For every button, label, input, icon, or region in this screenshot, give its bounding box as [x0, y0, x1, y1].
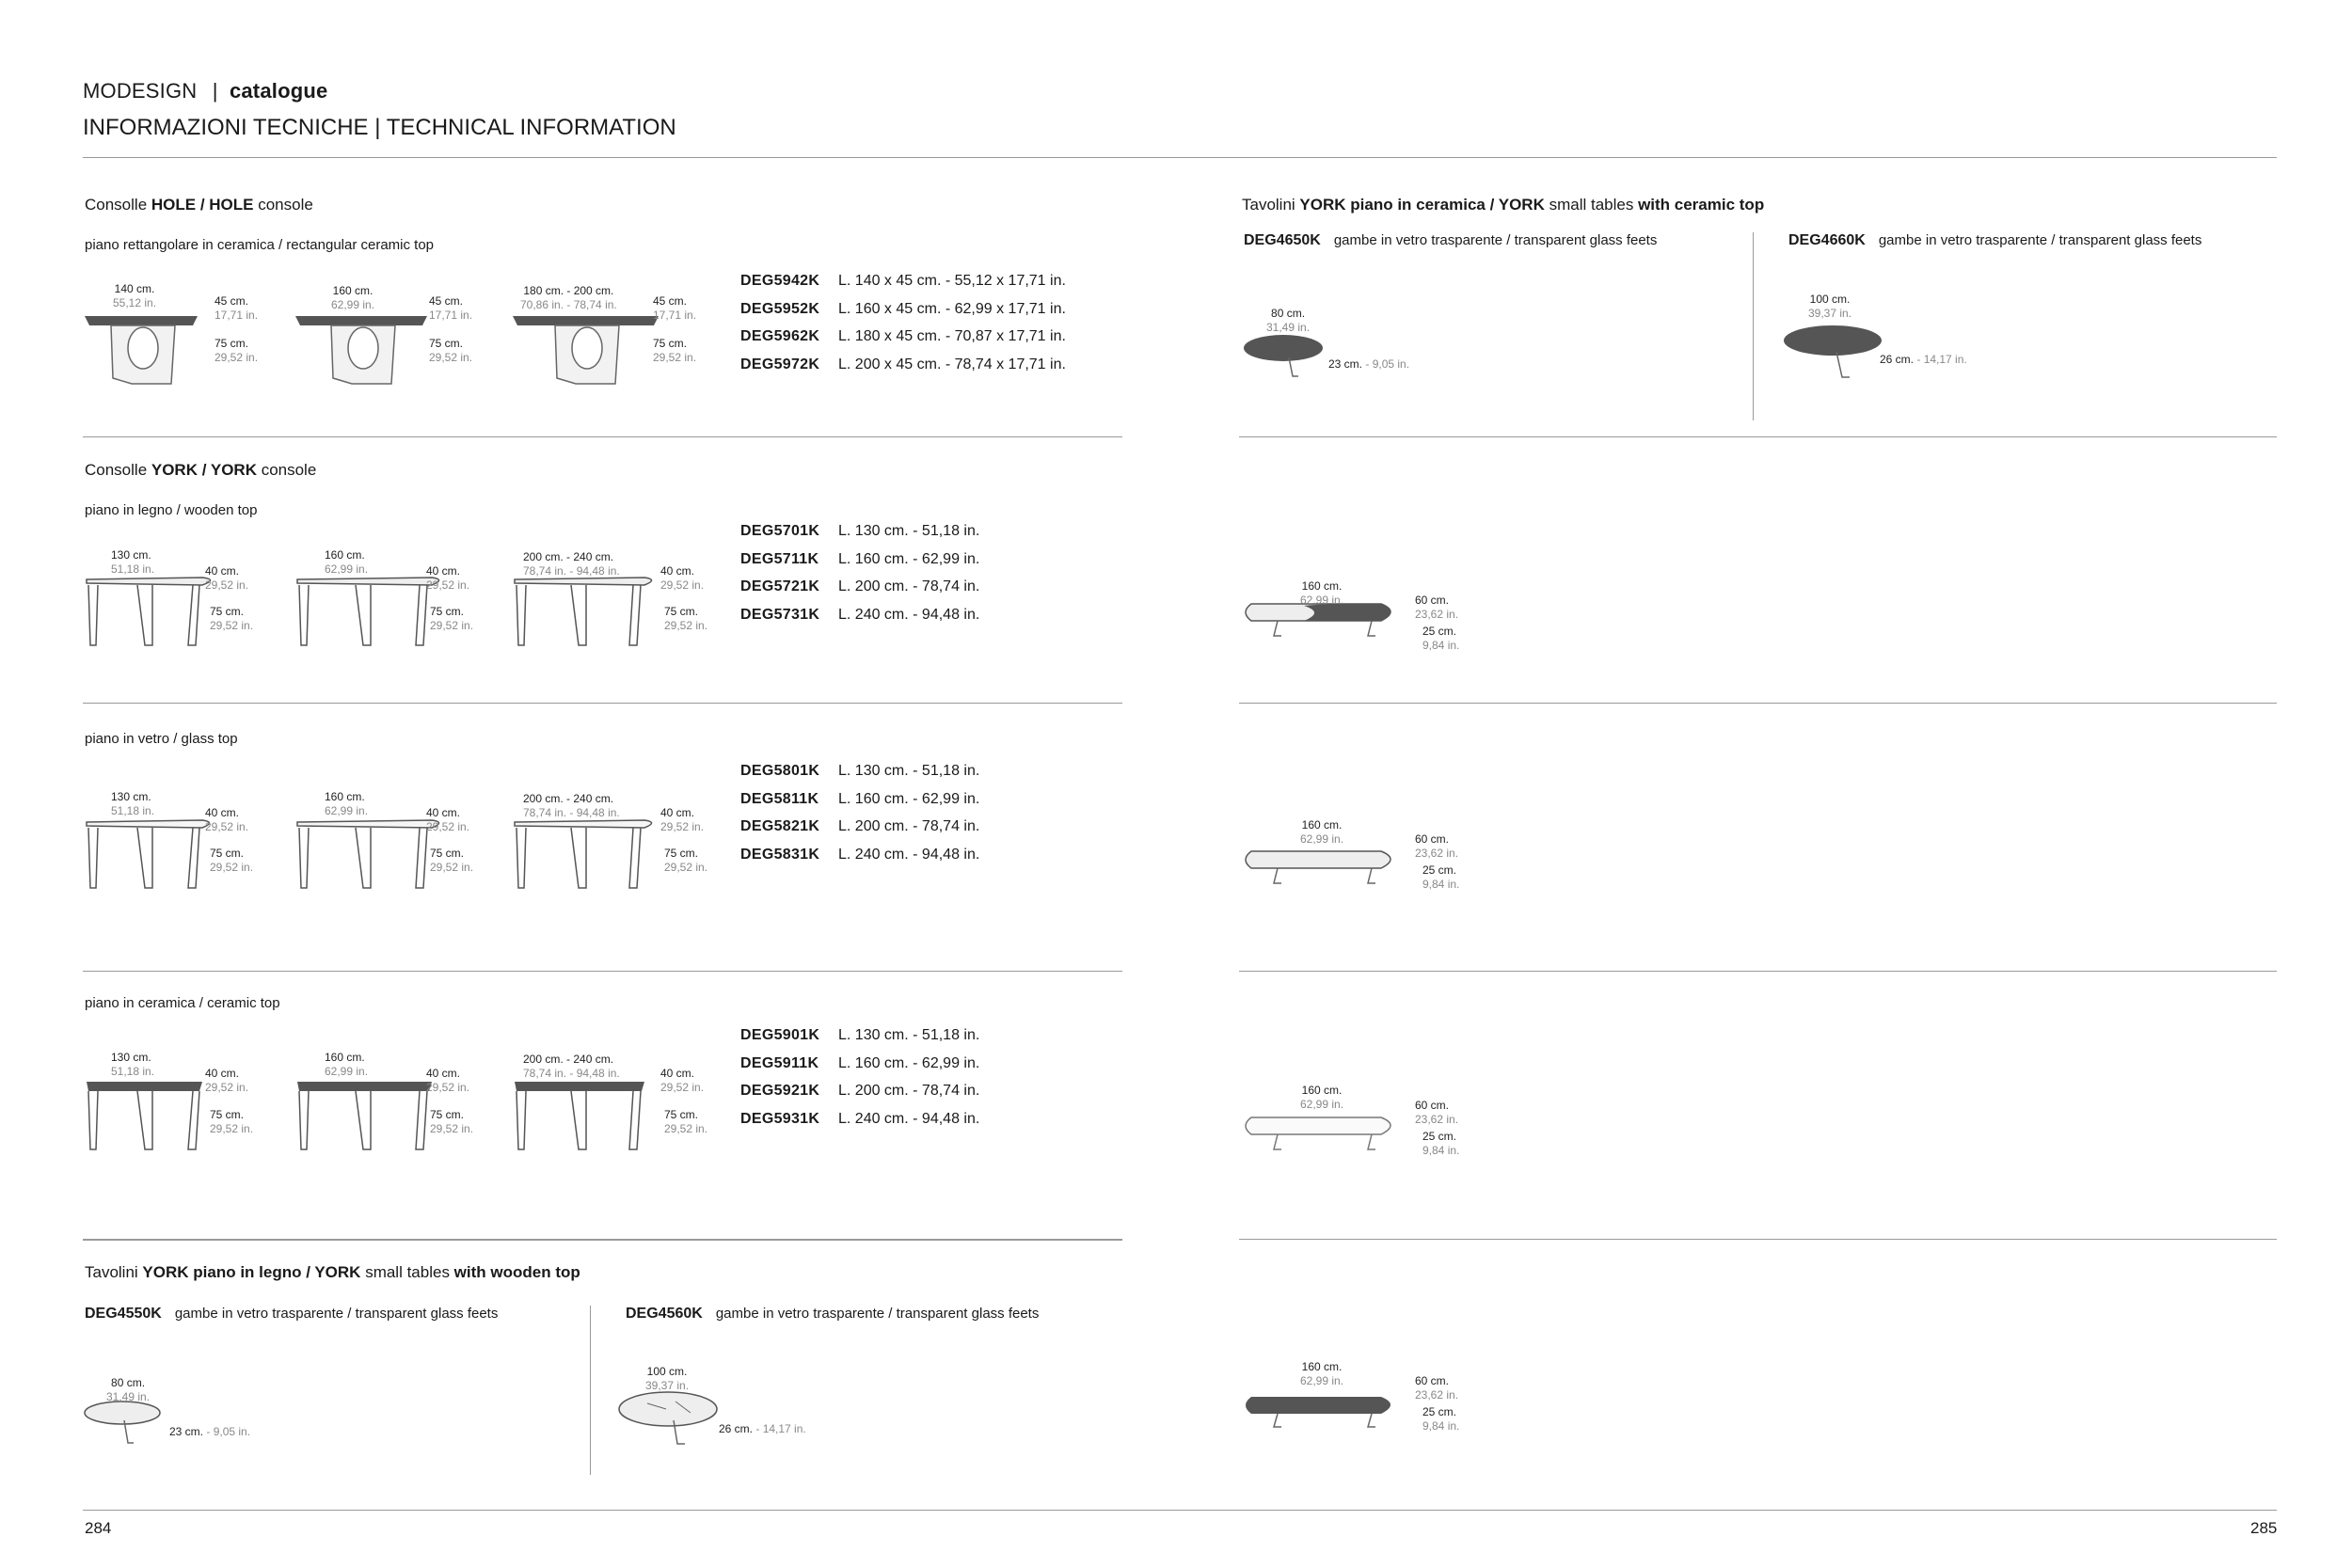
york-wood-dim-d-2: 40 cm. 29,52 in.: [426, 564, 470, 592]
divider: [1239, 703, 2277, 704]
hole-dim-w-1: 140 cm. 55,12 in.: [113, 282, 157, 309]
section-title-york-wood-tables: Tavolini YORK piano in legno / YORK small tables with wooden top: [85, 1263, 580, 1281]
york-wood-table-small-drawing: [85, 1402, 179, 1449]
atuptu-2-code: [1242, 771, 1255, 788]
york-ceramic-dim-w-3: 200 cm. - 240 cm. 78,74 in. - 94,48 in.: [523, 1053, 620, 1080]
title-post: console: [253, 196, 313, 214]
code-row: DEG5901K L. 130 cm. - 51,18 in.: [740, 1027, 980, 1043]
atuptu-4-h: 25 cm. 9,84 in.: [1422, 1405, 1460, 1433]
hole-dim-d-3: 45 cm. 17,71 in.: [653, 294, 697, 322]
hole-drawings: [85, 282, 743, 386]
code-row: DEG5931K L. 240 cm. - 94,48 in.: [740, 1110, 980, 1127]
code-row: DEG5831K L. 240 cm. - 94,48 in.: [740, 846, 980, 863]
code-row: DEG5721K L. 200 cm. - 78,74 in.: [740, 578, 980, 594]
code-row: DEG5962K L. 180 x 45 cm. - 70,87 x 17,71 in.: [740, 328, 1066, 344]
divider: [83, 971, 1122, 972]
hole-dim-d-1: 45 cm. 17,71 in.: [215, 294, 259, 322]
york-ceramic-dim-h-3: 75 cm. 29,52 in.: [664, 1108, 708, 1135]
section-title-york-ceramic-tables: Tavolini YORK piano in ceramica / YORK small tables with ceramic top: [1242, 196, 1765, 214]
column-divider: [1753, 232, 1754, 420]
york-glass-dim-d-3: 40 cm. 29,52 in.: [660, 806, 705, 833]
york-console-glass-3: [515, 820, 652, 888]
york-glass-dim-h-3: 75 cm. 29,52 in.: [664, 847, 708, 874]
divider: [1239, 971, 2277, 972]
york-glass-dim-h-1: 75 cm. 29,52 in.: [210, 847, 254, 874]
column-divider: [590, 1306, 591, 1475]
york-ceramic-dim-h-2: 75 cm. 29,52 in.: [430, 1108, 474, 1135]
york-wood-dim-w-1: 130 cm. 51,18 in.: [111, 548, 155, 576]
york-wood-subtitle: piano in legno / wooden top: [85, 502, 258, 518]
hole-console-drawing-1: [85, 316, 198, 384]
code-row: DEG5942K L. 140 x 45 cm. - 55,12 x 17,71 in.: [740, 273, 1066, 289]
code-row: DEG5921K L. 200 cm. - 78,74 in.: [740, 1083, 980, 1099]
divider: [1239, 436, 2277, 437]
york-glass-drawings: [85, 816, 743, 892]
york-ceramic-table-right-w: 100 cm. 39,37 in.: [1808, 293, 1852, 320]
york-ceramic-subtitle: piano in ceramica / ceramic top: [85, 995, 280, 1011]
york-glass-code-list: [740, 757, 979, 868]
code-row: DEG5711K L. 160 cm. - 62,99 in.: [740, 550, 980, 567]
atuptu-4-code: [1242, 1306, 1255, 1323]
page-number-left: 284: [85, 1519, 112, 1537]
atuptu-1-code: [1242, 503, 1255, 520]
code-row: DEG5811K L. 160 cm. - 62,99 in.: [740, 790, 980, 807]
atuptu-2-d: 60 cm. 23,62 in.: [1415, 832, 1459, 860]
hole-console-drawing-2: [295, 316, 427, 384]
york-console-glass-2: [297, 820, 439, 888]
york-wood-dim-d-3: 40 cm. 29,52 in.: [660, 564, 705, 592]
york-ceramic-dim-d-2: 40 cm. 29,52 in.: [426, 1067, 470, 1094]
york-console-ceramic-2: [297, 1082, 432, 1149]
york-glass-dim-d-2: 40 cm. 29,52 in.: [426, 806, 470, 833]
york-wood-table-left-h: 23 cm. - 9,05 in.: [169, 1425, 251, 1438]
atuptu-1-d: 60 cm. 23,62 in.: [1415, 594, 1459, 621]
york-glass-dim-w-3: 200 cm. - 240 cm. 78,74 in. - 94,48 in.: [523, 792, 620, 819]
york-wood-drawings: [85, 574, 743, 649]
divider: [83, 436, 1122, 437]
brand-name: MODESIGN: [83, 79, 198, 103]
york-glass-dim-w-1: 130 cm. 51,18 in.: [111, 790, 155, 817]
footer-divider: [83, 1510, 2277, 1511]
york-ceramic-dim-d-1: 40 cm. 29,52 in.: [205, 1067, 249, 1094]
atuptu-2-w: 160 cm. 62,99 in.: [1300, 818, 1344, 846]
hole-dim-h-3: 75 cm. 29,52 in.: [653, 337, 697, 364]
divider: [83, 703, 1122, 704]
code-row: DEG5952K L. 160 x 45 cm. - 62,99 x 17,71 in.: [740, 300, 1066, 317]
code-row: DEG5801K L. 130 cm. - 51,18 in.: [740, 763, 980, 779]
code-row: DEG5972K L. 200 x 45 cm. - 78,74 x 17,71 in.: [740, 356, 1066, 372]
york-wood-dim-d-1: 40 cm. 29,52 in.: [205, 564, 249, 592]
hole-dim-w-2: 160 cm. 62,99 in.: [331, 284, 375, 311]
york-wood-code-list: [740, 517, 979, 628]
york-ceramic-dim-w-2: 160 cm. 62,99 in.: [325, 1051, 369, 1078]
code-row: DEG5701K L. 130 cm. - 51,18 in.: [740, 523, 980, 539]
code-row: DEG5731K L. 240 cm. - 94,48 in.: [740, 606, 980, 623]
york-console-wood-3: [515, 578, 652, 645]
divider: [1239, 1239, 2277, 1240]
york-wood-table-right-h: 26 cm. - 14,17 in.: [719, 1422, 806, 1435]
york-ceramic-table-small-drawing: [1244, 335, 1338, 382]
hole-code-list: [740, 267, 1066, 378]
york-ceramic-dim-d-3: 40 cm. 29,52 in.: [660, 1067, 705, 1094]
york-wood-dim-h-2: 75 cm. 29,52 in.: [430, 605, 474, 632]
york-ceramic-table-right-code: DEG4660K gambe in vetro trasparente / transparent glass feets: [1788, 232, 2202, 248]
york-ceramic-code-list: [740, 1022, 979, 1132]
york-glass-subtitle: piano in vetro / glass top: [85, 731, 238, 747]
code-row: DEG5821K L. 200 cm. - 78,74 in.: [740, 818, 980, 834]
atuptu-wood-ceramic-drawing: [1240, 602, 1409, 649]
section-title-hole: [85, 196, 313, 214]
divider: [83, 1239, 1122, 1241]
york-wood-table-large-drawing: [619, 1392, 732, 1449]
york-wood-dim-w-3: 200 cm. - 240 cm. 78,74 in. - 94,48 in.: [523, 550, 620, 578]
york-console-ceramic-3: [515, 1082, 644, 1149]
york-wood-table-right-code: DEG4560K gambe in vetro trasparente / transparent glass feets: [626, 1306, 1040, 1322]
page-number-right: 285: [2250, 1519, 2278, 1537]
york-wood-dim-h-3: 75 cm. 29,52 in.: [664, 605, 708, 632]
atuptu-4-w: 160 cm. 62,99 in.: [1300, 1360, 1344, 1387]
page-title: INFORMAZIONI TECNICHE | TECHNICAL INFORMATION: [83, 115, 676, 140]
york-glass-dim-d-1: 40 cm. 29,52 in.: [205, 806, 249, 833]
york-console-glass-1: [87, 820, 210, 888]
york-ceramic-table-left-w: 80 cm. 31,49 in.: [1266, 307, 1311, 334]
atuptu-3-d: 60 cm. 23,62 in.: [1415, 1099, 1459, 1126]
atuptu-3-w: 160 cm. 62,99 in.: [1300, 1084, 1344, 1111]
header-divider: [83, 157, 2277, 158]
atuptu-2-h: 25 cm. 9,84 in.: [1422, 863, 1460, 891]
hole-dim-d-2: 45 cm. 17,71 in.: [429, 294, 473, 322]
york-glass-dim-w-2: 160 cm. 62,99 in.: [325, 790, 369, 817]
york-wood-dim-w-2: 160 cm. 62,99 in.: [325, 548, 369, 576]
atuptu-ceramic-drawing: [1240, 1395, 1409, 1442]
title-bold: HOLE / HOLE: [151, 196, 254, 214]
atuptu-3-code: [1242, 1037, 1255, 1053]
york-ceramic-drawings: [85, 1078, 743, 1153]
york-ceramic-table-left-h: 23 cm. - 9,05 in.: [1328, 357, 1410, 371]
york-console-wood-1: [87, 578, 211, 645]
york-ceramic-dim-h-1: 75 cm. 29,52 in.: [210, 1108, 254, 1135]
catalogue-label: catalogue: [229, 79, 328, 103]
hole-subtitle: piano rettangolare in ceramica / rectangular ceramic top: [85, 237, 435, 253]
header-separator: |: [212, 79, 218, 103]
section-title-york-console: Consolle YORK / YORK console: [85, 461, 317, 479]
atuptu-3-h: 25 cm. 9,84 in.: [1422, 1130, 1460, 1157]
hole-console-drawing-3: [513, 316, 659, 384]
york-ceramic-dim-w-1: 130 cm. 51,18 in.: [111, 1051, 155, 1078]
title-pre: Consolle: [85, 196, 151, 214]
brand-header: [83, 79, 327, 103]
york-glass-dim-h-2: 75 cm. 29,52 in.: [430, 847, 474, 874]
york-wood-table-left-code: DEG4550K gambe in vetro trasparente / transparent glass feets: [85, 1306, 499, 1322]
atuptu-4-d: 60 cm. 23,62 in.: [1415, 1374, 1459, 1402]
york-wood-dim-h-1: 75 cm. 29,52 in.: [210, 605, 254, 632]
code-row: DEG5911K L. 160 cm. - 62,99 in.: [740, 1054, 980, 1071]
york-ceramic-table-right-h: 26 cm. - 14,17 in.: [1880, 353, 1967, 366]
york-console-ceramic-1: [87, 1082, 202, 1149]
atuptu-1-h: 25 cm. 9,84 in.: [1422, 625, 1460, 652]
hole-dim-h-2: 75 cm. 29,52 in.: [429, 337, 473, 364]
atuptu-glass-drawing: [1240, 1116, 1409, 1163]
york-wood-table-right-w: 100 cm. 39,37 in.: [645, 1365, 690, 1392]
york-wood-table-left-w: 80 cm. 31,49 in.: [106, 1376, 151, 1403]
york-console-wood-2: [297, 578, 439, 645]
hole-dim-w-3: 180 cm. - 200 cm. 70,86 in. - 78,74 in.: [520, 284, 617, 311]
atuptu-1-w: 160 cm. 62,99 in.: [1300, 579, 1344, 607]
atuptu-wood-drawing: [1240, 849, 1409, 896]
york-ceramic-table-left-code: DEG4650K gambe in vetro trasparente / transparent glass feets: [1244, 232, 1658, 248]
hole-dim-h-1: 75 cm. 29,52 in.: [215, 337, 259, 364]
